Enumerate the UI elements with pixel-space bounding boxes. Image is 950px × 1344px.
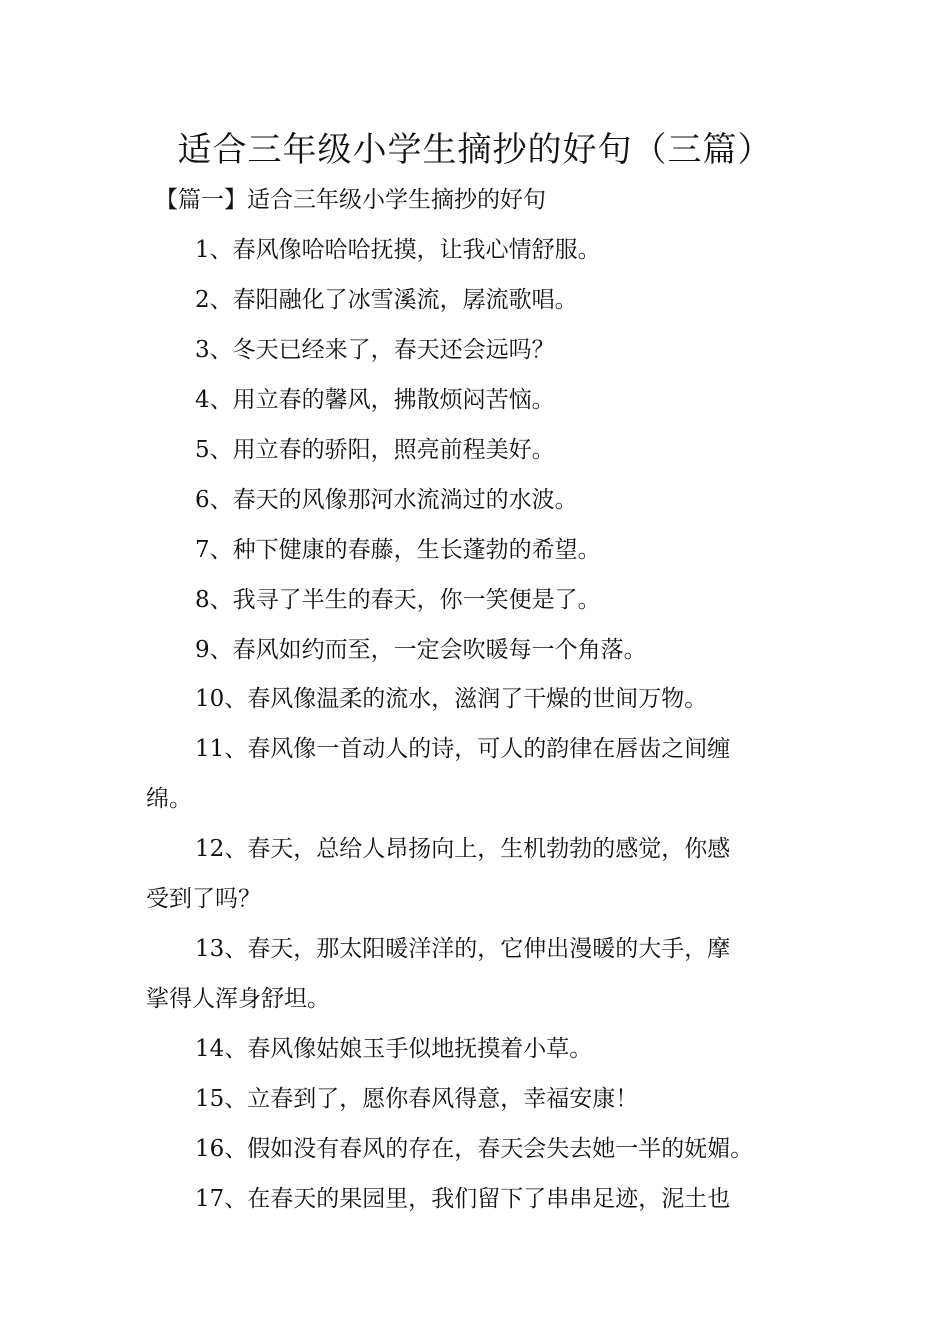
sentence-line: 15、立春到了，愿你春风得意，幸福安康！ xyxy=(195,1086,639,1112)
sentence-line: 14、春风像姑娘玉手似地抚摸着小草。 xyxy=(195,1036,593,1062)
sentence-line: 16、假如没有春风的存在，春天会失去她一半的妩媚。 xyxy=(195,1136,754,1162)
section-heading: 【篇一】适合三年级小学生摘抄的好句 xyxy=(155,187,546,213)
sentence-line: 9、春风如约而至，一定会吹暖每一个角落。 xyxy=(195,637,647,663)
sentence-line: 4、用立春的馨风，拂散烦闷苦恼。 xyxy=(195,387,555,413)
sentence-line: 17、在春天的果园里，我们留下了串串足迹，泥土也 xyxy=(195,1186,731,1212)
sentence-line: 7、种下健康的春藤，生长蓬勃的希望。 xyxy=(195,537,601,563)
sentence-line: 2、春阳融化了冰雪溪流，孱流歌唱。 xyxy=(195,287,578,313)
sentence-line: 13、春天，那太阳暖洋洋的，它伸出漫暖的大手，摩 xyxy=(195,936,731,962)
sentence-line: 10、春风像温柔的流水，滋润了干燥的世间万物。 xyxy=(195,686,708,712)
sentence-continuation: 受到了吗？ xyxy=(146,886,261,912)
sentence-line: 3、冬天已经来了，春天还会远吗？ xyxy=(195,337,555,363)
sentence-line: 12、春天，总给人昂扬向上，生机勃勃的感觉，你感 xyxy=(195,836,731,862)
document-title: 适合三年级小学生摘抄的好句（三篇） xyxy=(177,130,773,170)
sentence-line: 8、我寻了半生的春天，你一笑便是了。 xyxy=(195,587,601,613)
sentence-line: 11、春风像一首动人的诗，可人的韵律在唇齿之间缠 xyxy=(195,736,731,762)
sentence-continuation: 挲得人浑身舒坦。 xyxy=(146,986,330,1012)
sentence-continuation: 绵。 xyxy=(146,786,192,812)
sentence-line: 5、用立春的骄阳，照亮前程美好。 xyxy=(195,437,555,463)
sentence-line: 1、春风像哈哈哈抚摸，让我心情舒服。 xyxy=(195,237,601,263)
sentence-line: 6、春天的风像那河水流淌过的水波。 xyxy=(195,487,578,513)
